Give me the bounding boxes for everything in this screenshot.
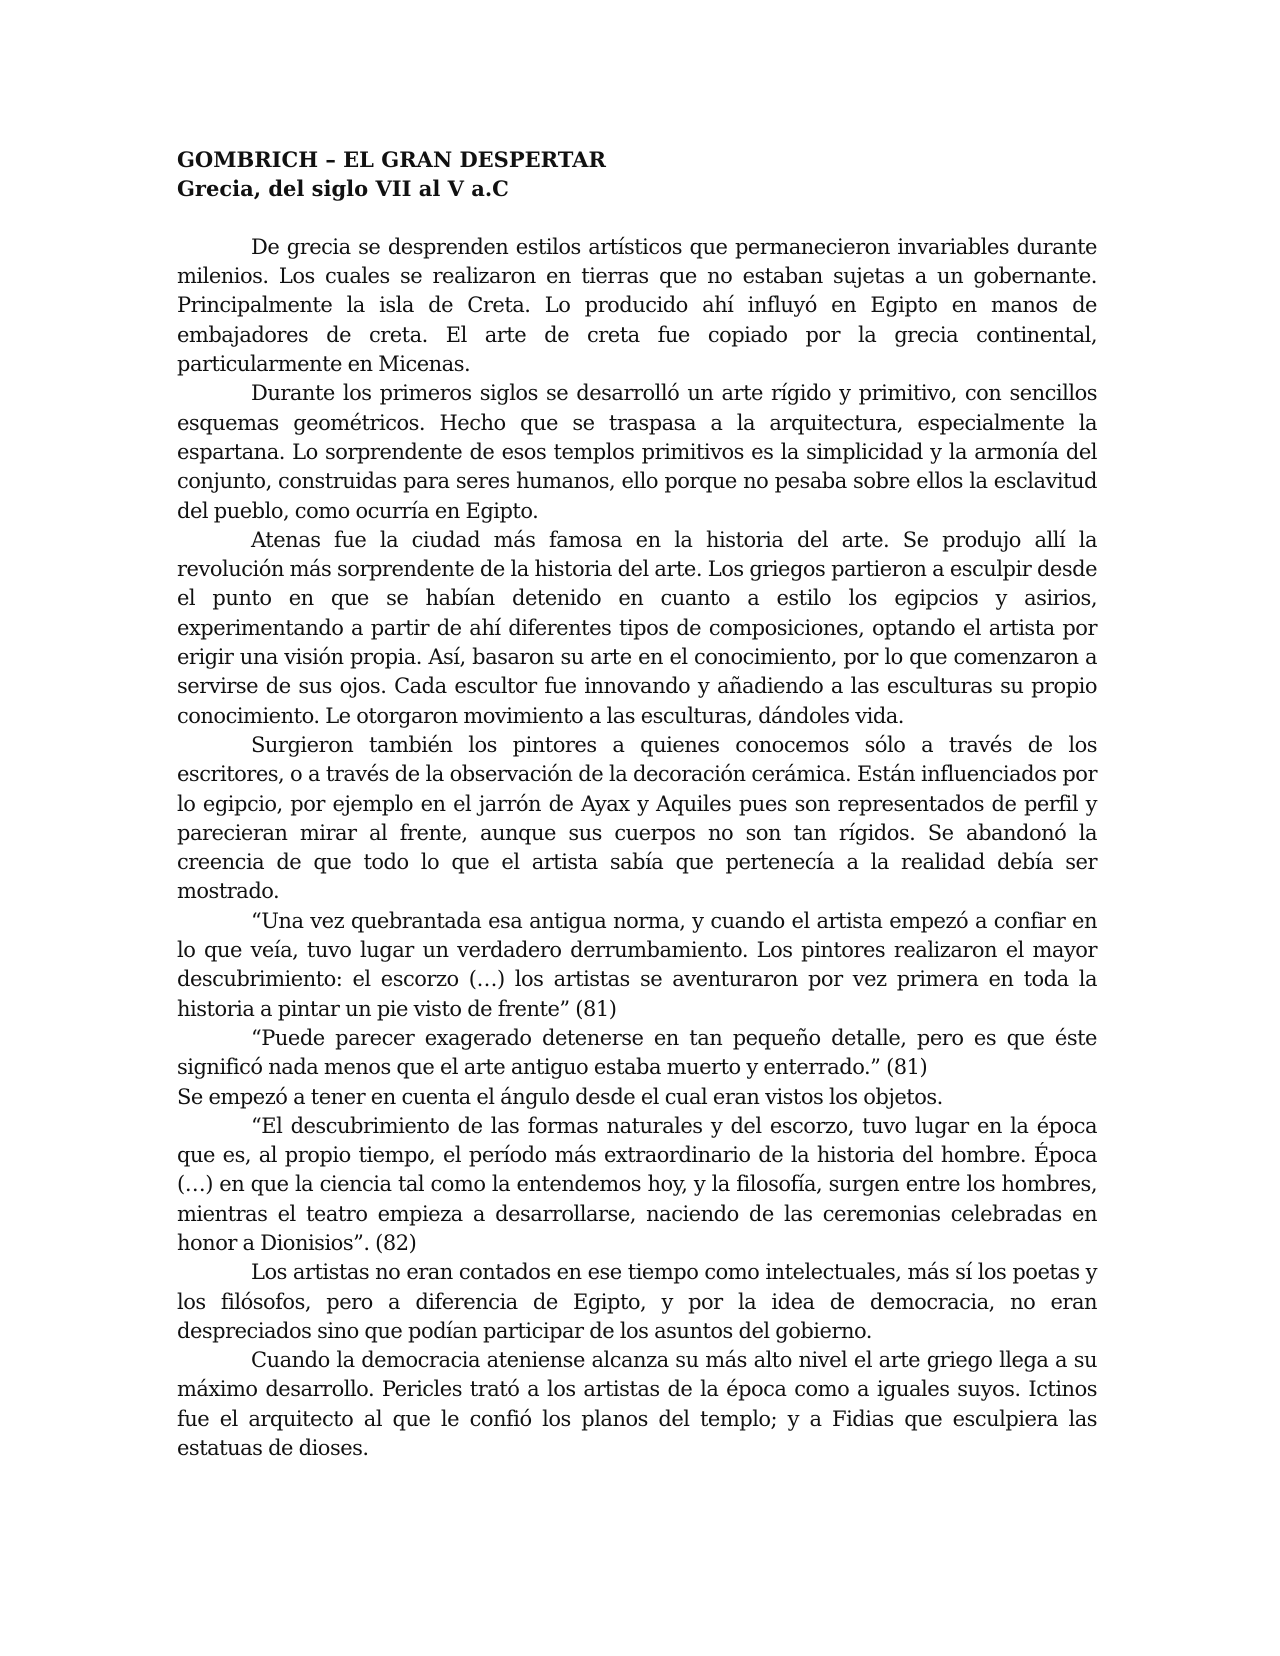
paragraph-4: Surgieron también los pintores a quienes conocemos sólo a través de los escritores, o a través de la observación de la decoración cerámica. Están influenciados por lo egipcio, por ejemplo en el jarrón de Ayax y Aquiles pues son representados de perfil y parecieran mirar al frente, aunque sus cuerpos no son tan rígidos. Se abandonó la creencia de que todo lo que el artista sabía que pertenecía a la realidad debía ser mostrado. — [177, 732, 1097, 904]
quote-paragraph-1: “Una vez quebrantada esa antigua norma, y cuando el artista empezó a confiar en lo que veía, tuvo lugar un verdadero derrumbamiento. Los pintores realizaron el mayor descubrimiento: el escorzo (…) los artistas se aventuraron por vez primera en toda la historia a pintar un pie visto de frente” (81) — [177, 908, 1097, 1021]
quote-paragraph-3: “El descubrimiento de las formas naturales y del escorzo, tuvo lugar en la época que es, al propio tiempo, el período más extraordinario de la historia del hombre. Época (…) en que la ciencia tal como la entendemos hoy, y la filosofía, surgen entre los hombres, mientras el teatro empieza a desarrollarse, naciendo de las ceremonias celebradas en honor a Dionisios”. (82) — [177, 1113, 1097, 1255]
blank-line — [177, 204, 1097, 233]
document-title: GOMBRICH – EL GRAN DESPERTAR — [177, 147, 606, 172]
paragraph-6: Cuando la democracia ateniense alcanza su más alto nivel el arte griego llega a su máximo desarrollo. Pericles trató a los artistas de la época como a iguales suyos. Ictinos fue el arquitecto al que le confió los planos del templo; y a Fidias que esculpiera las estatuas de dioses. — [177, 1348, 1097, 1461]
paragraph-unindented: Se empezó a tener en cuenta el ángulo desde el cual eran vistos los objetos. — [177, 1084, 943, 1109]
document-page — [177, 145, 1097, 1463]
paragraph-3: Atenas fue la ciudad más famosa en la historia del arte. Se produjo allí la revolución más sorprendente de la historia del arte. Los griegos partieron a esculpir desde el punto en que se habían detenido en cuanto a estilo los egipcios y asirios, experimentando a partir de ahí diferentes tipos de composiciones, optando el artista por erigir una visión propia. Así, basaron su arte en el conocimiento, por lo que comenzaron a servirse de sus ojos. Cada escultor fue innovando y añadiendo a las esculturas su propio conocimiento. Le otorgaron movimiento a las esculturas, dándoles vida. — [177, 527, 1097, 728]
quote-paragraph-2: “Puede parecer exagerado detenerse en tan pequeño detalle, pero es que éste significó nada menos que el arte antiguo estaba muerto y enterrado.” (81) — [177, 1025, 1097, 1080]
paragraph-2: Durante los primeros siglos se desarrolló un arte rígido y primitivo, con sencillos esquemas geométricos. Hecho que se traspasa a la arquitectura, especialmente la espartana. Lo sorprendente de esos templos primitivos es la simplicidad y la armonía del conjunto, construidas para seres humanos, ello porque no pesaba sobre ellos la esclavitud del pueblo, como ocurría en Egipto. — [177, 381, 1097, 523]
paragraph-5: Los artistas no eran contados en ese tiempo como intelectuales, más sí los poetas y los filósofos, pero a diferencia de Egipto, y por la idea de democracia, no eran despreciados sino que podían participar de los asuntos del gobierno. — [177, 1260, 1097, 1343]
document-subtitle: Grecia, del siglo VII al V a.C — [177, 176, 509, 202]
paragraph-1: De grecia se desprenden estilos artísticos que permanecieron invariables durante milenios. Los cuales se realizaron en tierras que no estaban sujetas a un gobernante. Principalmente la isla de Creta. Lo producido ahí influyó en Egipto en manos de embajadores de creta. El arte de creta fue copiado por la grecia continental, particularmente en Micenas. — [177, 234, 1097, 377]
